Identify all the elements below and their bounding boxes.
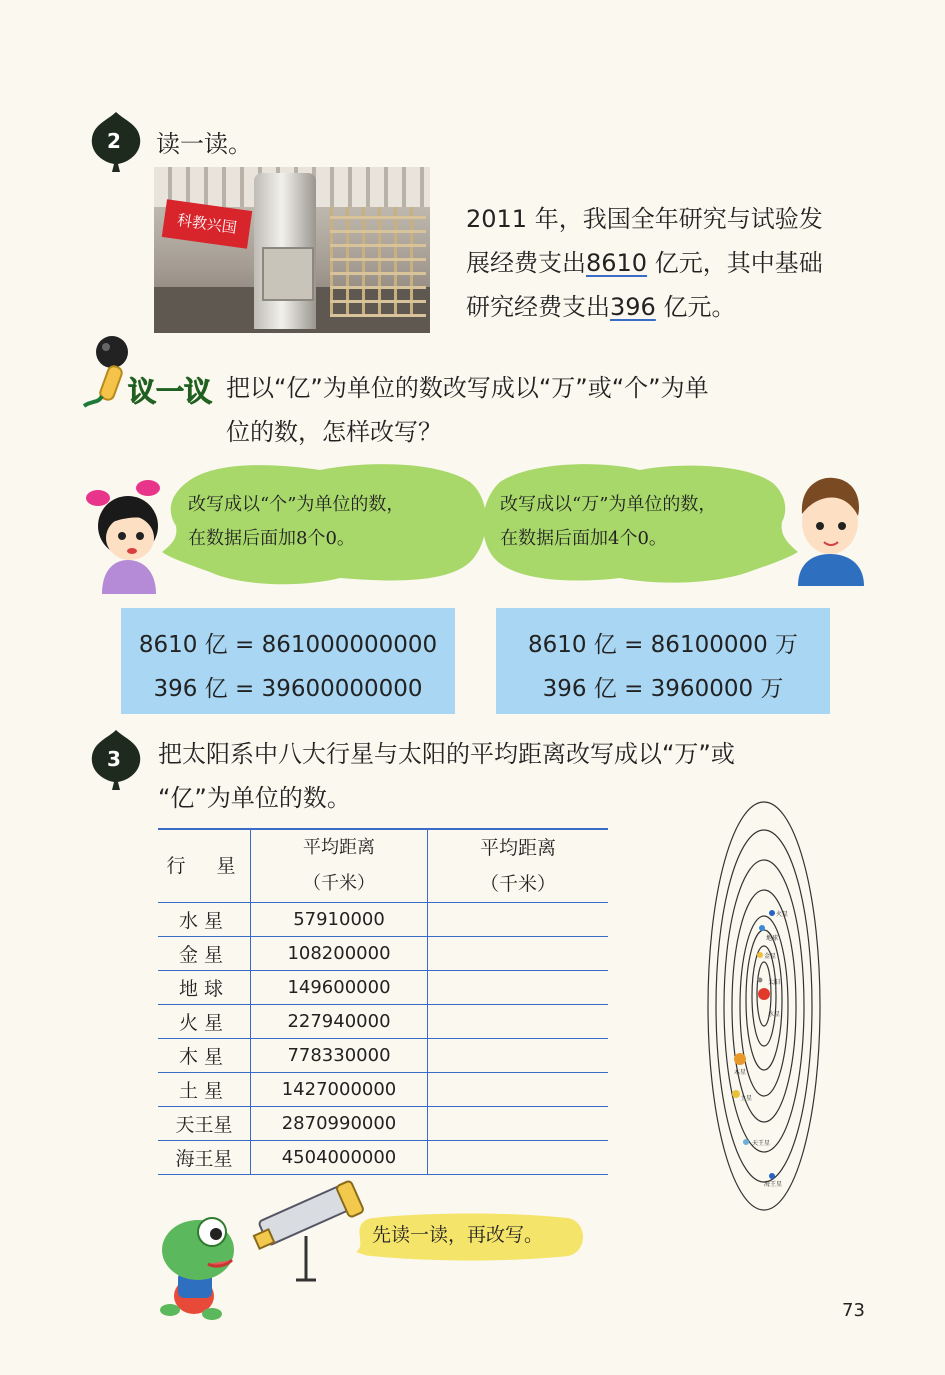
- number-8610: 8610: [586, 249, 648, 277]
- solar-system-diagram: [700, 800, 830, 1220]
- distance-cell: 227940000: [251, 1005, 428, 1039]
- table-row: [158, 971, 608, 1005]
- bubble-left-line-1: 改写成以“个”为单位的数，: [188, 494, 405, 515]
- calc-box-left: [121, 608, 455, 714]
- planet-name-cell: 天王星: [158, 1107, 251, 1141]
- table-row: [158, 1141, 608, 1175]
- rocket-photo: [154, 167, 430, 333]
- planet-name-cell: 金星: [158, 937, 251, 971]
- header-distance-line-1: 平均距离: [303, 837, 375, 858]
- mercury-dot: [758, 978, 763, 983]
- calc-right-line-2: 396 亿 = 3960000 万: [542, 676, 784, 702]
- venus-dot: [757, 952, 763, 958]
- header-distance: [251, 830, 428, 903]
- table-row: [158, 1039, 608, 1073]
- label-venus: 金星: [764, 953, 777, 960]
- table-row: [158, 937, 608, 971]
- label-jupiter: 木星: [734, 1069, 747, 1076]
- calc-left-line-1: 8610 亿 = 861000000000: [138, 632, 438, 658]
- planet-name-cell: 火星: [158, 1005, 251, 1039]
- bubble-right-text: [500, 488, 716, 556]
- paragraph: [466, 197, 896, 329]
- page-number: 73: [842, 1300, 865, 1321]
- section-title: 读一读。: [156, 130, 252, 158]
- distance-cell: 149600000: [251, 971, 428, 1005]
- distance-cell: 1427000000: [251, 1073, 428, 1107]
- boy-character-icon: [790, 470, 870, 586]
- planet-name-cell: 海王星: [158, 1141, 251, 1175]
- bubble-right-line-2: 在数据后面加4个0。: [500, 528, 667, 549]
- discuss-line-2: 位的数，怎样改写？: [226, 418, 442, 446]
- paragraph-line-3: [466, 285, 896, 329]
- label-mercury: 水星: [768, 1011, 781, 1018]
- rewritten-distance-cell[interactable]: [428, 971, 609, 1005]
- bubble-left-text: [188, 488, 404, 556]
- distance-cell: 778330000: [251, 1039, 428, 1073]
- frog-bubble-text: 先读一读，再改写。: [372, 1224, 544, 1246]
- section-number: 3: [107, 747, 121, 771]
- header-rewritten-line-1: 平均距离: [479, 837, 556, 859]
- rewritten-distance-cell[interactable]: [428, 1039, 609, 1073]
- planet-name-cell: 地球: [158, 971, 251, 1005]
- calc-left-line-2: 396 亿 = 39600000000: [153, 676, 423, 702]
- rewritten-distance-cell[interactable]: [428, 903, 609, 937]
- leaf-number-badge-icon: [88, 728, 144, 790]
- header-planet: 行 星: [158, 830, 251, 903]
- paragraph-line-2: [466, 241, 896, 285]
- scaffold: [330, 207, 426, 317]
- planet-name-cell: 土星: [158, 1073, 251, 1107]
- text-fragment: 研究经费支出: [466, 293, 610, 321]
- table-row: [158, 1005, 608, 1039]
- calc-right-line-1: 8610 亿 = 86100000 万: [527, 632, 799, 658]
- sun-icon: [758, 988, 770, 1000]
- mars-dot: [769, 910, 775, 916]
- saturn-dot: [732, 1090, 740, 1098]
- table-header-row: [158, 830, 608, 903]
- text-fragment: 亿元，其中基础: [647, 249, 823, 277]
- telescope-icon: [254, 1180, 364, 1280]
- text-fragment: 展经费支出: [466, 249, 586, 277]
- distance-cell: 57910000: [251, 903, 428, 937]
- banner-sign: 科教兴国: [162, 199, 252, 249]
- discuss-label: 议一议: [128, 375, 213, 408]
- rewritten-distance-cell[interactable]: [428, 1107, 609, 1141]
- leaf-number-badge-icon: [88, 110, 144, 172]
- earth-dot: [759, 925, 765, 931]
- rewritten-distance-cell[interactable]: [428, 937, 609, 971]
- table-row: [158, 1107, 608, 1141]
- frog-with-telescope-icon: [156, 1176, 366, 1322]
- header-distance-rewritten: [428, 830, 609, 903]
- distance-cell: 4504000000: [251, 1141, 428, 1175]
- label-earth: 地球: [766, 935, 779, 942]
- bubble-right-line-1: 改写成以“万”为单位的数，: [500, 494, 717, 515]
- section3-line-2: “亿”为单位的数。: [158, 784, 351, 812]
- paragraph-line-1: 2011 年，我国全年研究与试验发: [466, 205, 823, 233]
- header-distance-line-2: （千米）: [303, 873, 375, 894]
- girl-character-icon: [82, 476, 172, 594]
- discuss-text: [226, 366, 856, 454]
- bubble-left-line-2: 在数据后面加8个0。: [188, 528, 355, 549]
- label-mars: 火星: [776, 911, 789, 918]
- jupiter-dot: [734, 1053, 746, 1065]
- discuss-line-1: 把以“亿”为单位的数改写成以“万”或“个”为单: [226, 374, 709, 402]
- text-fragment: 亿元。: [655, 293, 736, 321]
- rewritten-distance-cell[interactable]: [428, 1005, 609, 1039]
- rewritten-distance-cell[interactable]: [428, 1073, 609, 1107]
- label-saturn: 土星: [740, 1095, 753, 1102]
- uranus-dot: [743, 1139, 749, 1145]
- distance-cell: 108200000: [251, 937, 428, 971]
- neptune-dot: [769, 1173, 775, 1179]
- planet-name-cell: 水星: [158, 903, 251, 937]
- label-neptune: 海王星: [764, 1181, 783, 1188]
- number-396: 396: [610, 293, 656, 321]
- distance-cell: 2870990000: [251, 1107, 428, 1141]
- rewritten-distance-cell[interactable]: [428, 1141, 609, 1175]
- calc-box-right: [496, 608, 830, 714]
- header-rewritten-line-2: （千米）: [479, 873, 556, 895]
- table-row: [158, 1073, 608, 1107]
- frog-icon: [160, 1218, 234, 1320]
- section-number: 2: [107, 129, 121, 153]
- planet-name-cell: 木星: [158, 1039, 251, 1073]
- planet-table: [158, 828, 608, 1175]
- table-row: [158, 903, 608, 937]
- label-sun: 太阳: [768, 979, 781, 986]
- section3-line-1: 把太阳系中八大行星与太阳的平均距离改写成以“万”或: [158, 740, 735, 768]
- label-uranus: 天王星: [752, 1140, 771, 1147]
